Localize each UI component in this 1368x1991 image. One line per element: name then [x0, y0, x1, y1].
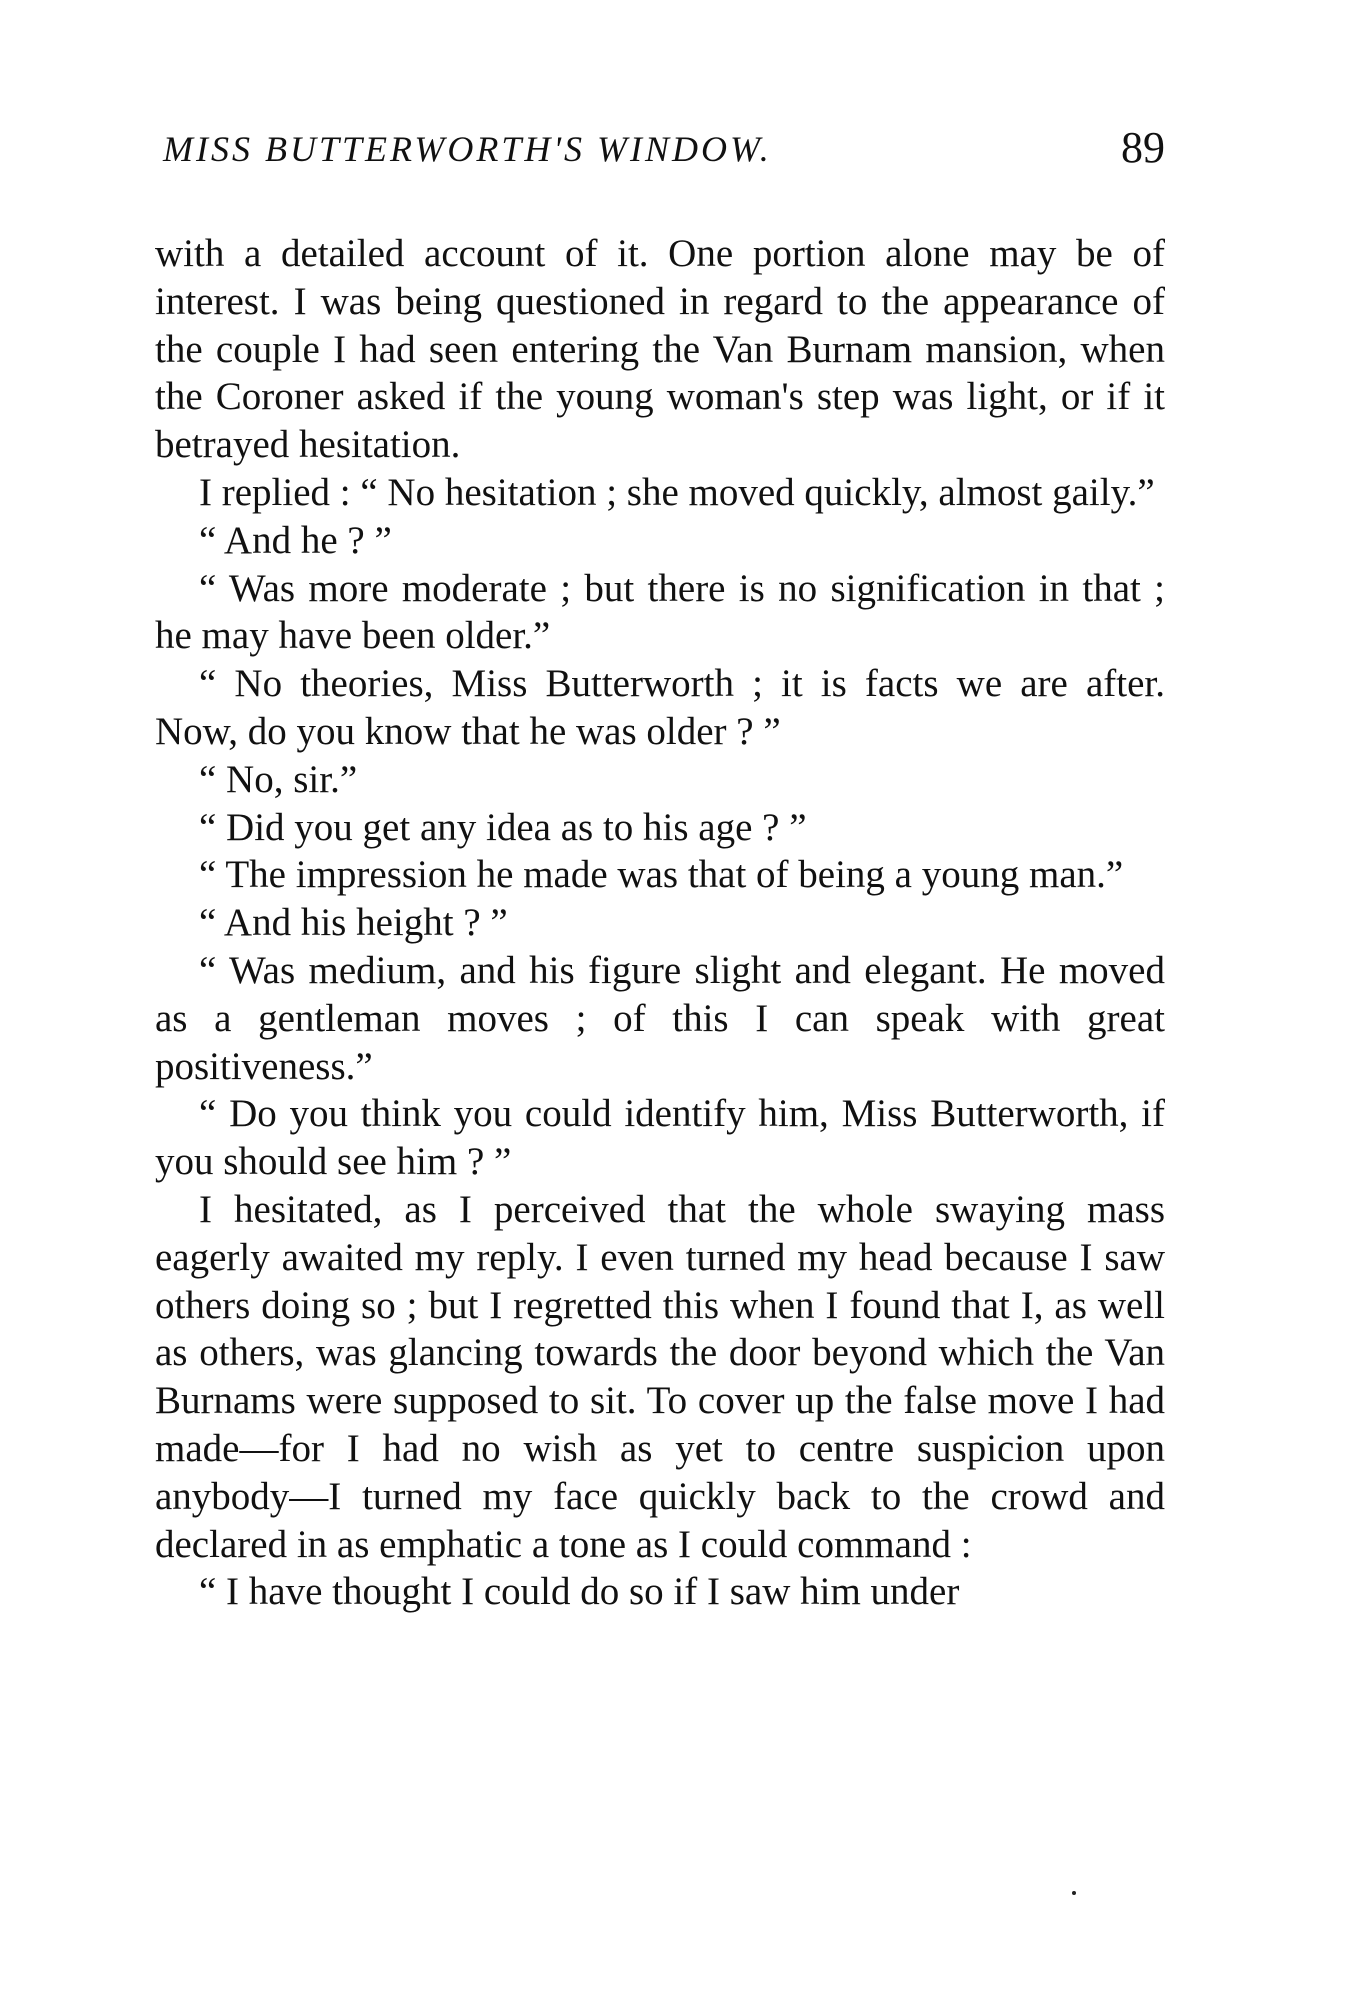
paragraph: “ No, sir.”	[199, 757, 358, 801]
page-header	[155, 123, 1165, 188]
paragraph: “ The impression he made was that of being a young man.”	[199, 853, 1124, 897]
paragraph: “ I have thought I could do so if I saw him under	[199, 1570, 960, 1614]
paragraph: “ Was medium, and his figure slight and elegant. He moved as a gentleman moves ; of this I can speak with great positiveness.”	[155, 948, 1165, 1088]
paragraph: “ No theories, Miss Butterworth ; it is facts we are after. Now, do you know that he was older ? ”	[155, 662, 1165, 753]
paragraph: “ And he ? ”	[199, 518, 392, 562]
paragraph: I hesitated, as I perceived that the whole swaying mass eagerly awaited my reply. I even turned my head because I saw others doing so ; but I regretted this when I found that I, as well as others, was glancing towards the door beyond which the Van Burnams were supposed to sit. To cover up the false move I had made—for I had no wish as yet to centre suspicion upon anybody—I turned my face quickly back to the crowd and declared in as emphatic a tone as I could command :	[155, 1187, 1165, 1566]
paragraph: with a detailed account of it. One portion alone may be of interest. I was being questioned in regard to the appearance of the couple I had seen entering the Van Burnam mansion, when the Coroner asked if the young woman's step was light, or if it betrayed hesitation.	[155, 232, 1165, 467]
paragraph: “ And his height ? ”	[199, 901, 508, 945]
running-title: MISS BUTTERWORTH'S WINDOW.	[163, 129, 772, 169]
paragraph: “ Do you think you could identify him, Miss Butterworth, if you should see him ? ”	[155, 1092, 1165, 1184]
paragraph: I replied : “ No hesitation ; she moved quickly, almost gaily.”	[199, 470, 1155, 514]
text-body	[155, 230, 1165, 1616]
paragraph: “ Did you get any idea as to his age ? ”	[199, 805, 807, 849]
paragraph: “ Was more moderate ; but there is no signification in that ; he may have been older.”	[155, 566, 1165, 658]
ink-speck	[1072, 1891, 1076, 1895]
page-number: 89	[1121, 123, 1165, 172]
